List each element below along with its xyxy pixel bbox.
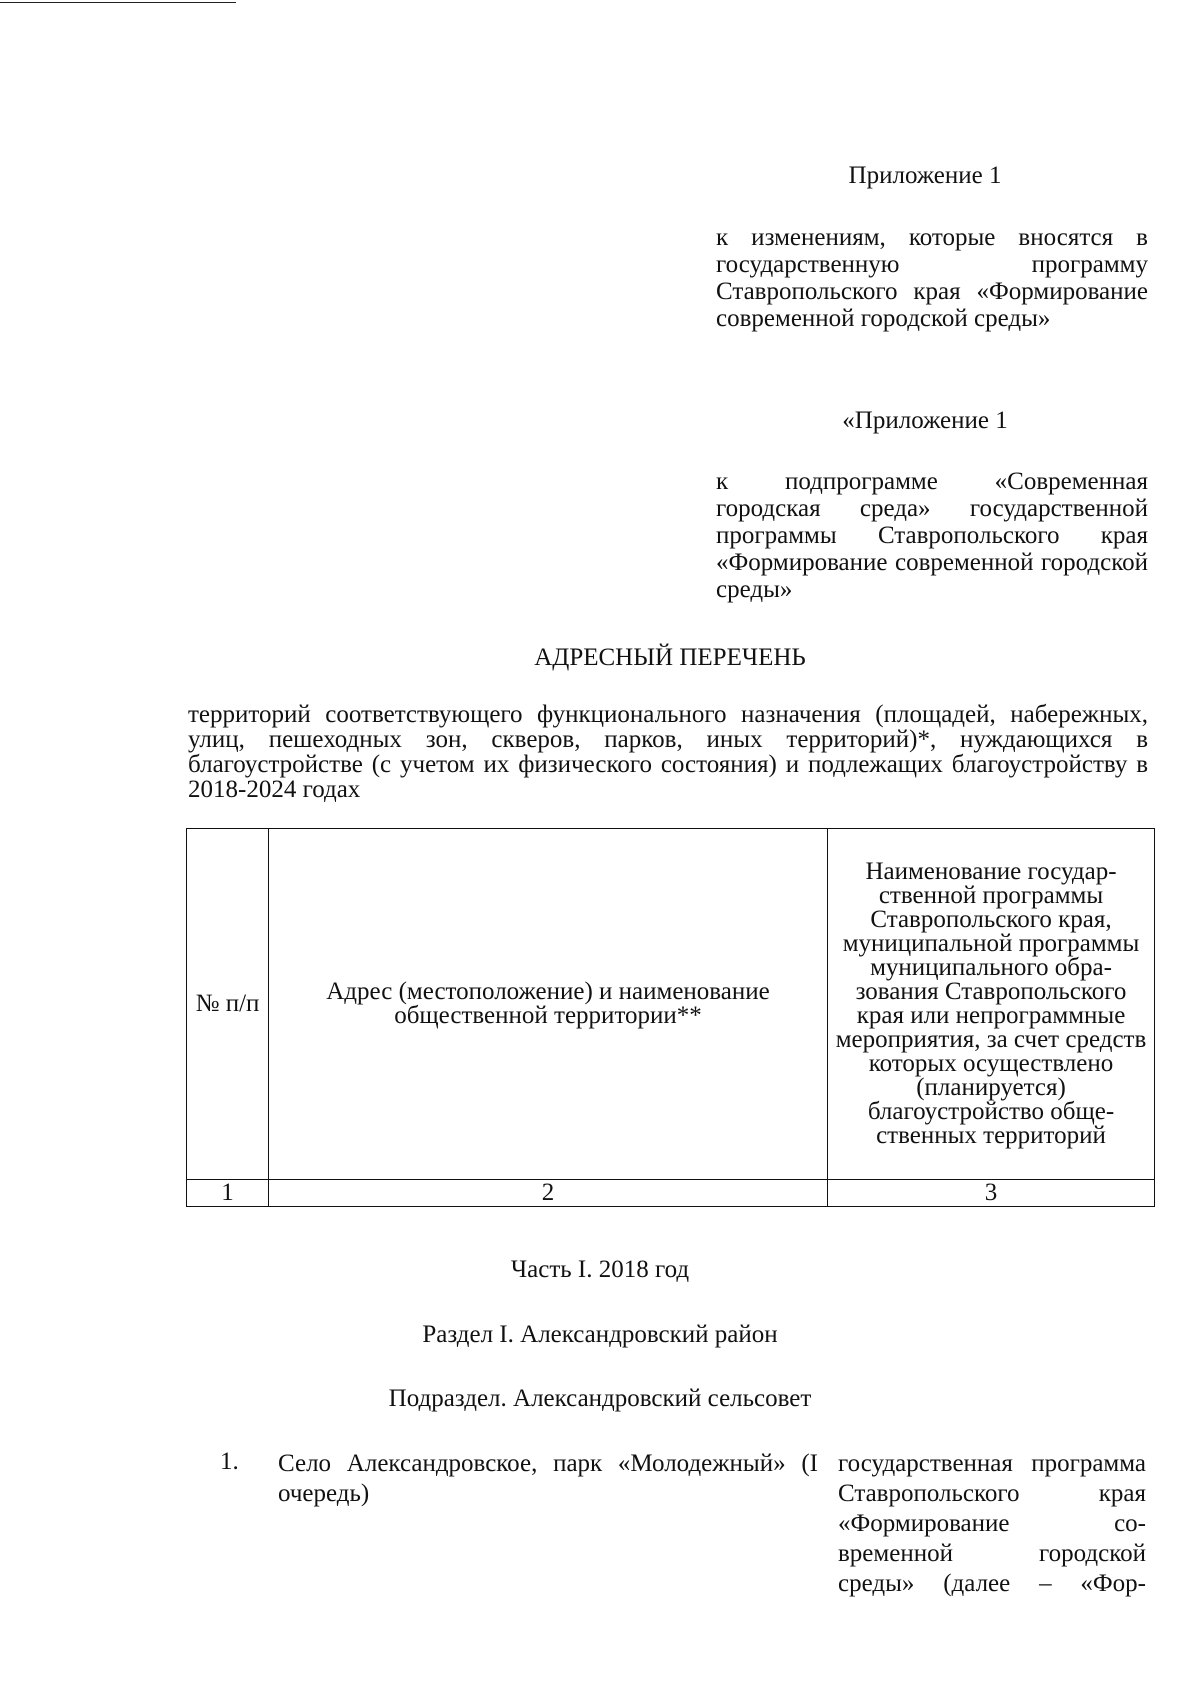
top-rule bbox=[0, 2, 236, 3]
sub-appendix-label: «Приложение 1 bbox=[842, 407, 1008, 434]
entry-number: 1. bbox=[220, 1448, 239, 1475]
column-number-1: 1 bbox=[187, 1180, 269, 1207]
header-address-text: Адрес (местоположение) и наименование общественной территории** bbox=[326, 978, 770, 1029]
part-heading: Часть I. 2018 год bbox=[510, 1256, 690, 1283]
entry-address: Село Александровское, парк «Молодежный» (I очередь) bbox=[278, 1450, 818, 1507]
header-program-text: Наименование государственной программы Ставропольского края, муниципальной программы муниципального образования Ставропольского края или непрограммные мероприятия, за счет средств которых осуществлено (планируется) благоустройство общественных территорий bbox=[835, 858, 1147, 1149]
document-title: АДРЕСНЫЙ ПЕРЕЧЕНЬ bbox=[534, 644, 806, 671]
document-description: территорий соответствующего функционального назначения (площадей, набережных, улиц, пешеходных зон, скверов, парков, иных территорий)*, нуждающихся в благоустройстве (с учетом их физического состояния) и подлежащих благоустройству в 2018-2024 годах bbox=[188, 701, 1148, 803]
entry-program: государственная программа Ставропольского края «Формирование современной городской среды» (далее – «Фор- bbox=[838, 1450, 1146, 1597]
header-number-text: № п/п bbox=[195, 990, 260, 1017]
section-heading: Раздел I. Александровский район bbox=[422, 1321, 778, 1348]
address-table bbox=[186, 828, 1155, 1207]
column-number-2: 2 bbox=[269, 1180, 828, 1207]
sub-appendix-text: к подпрограмме «Современная городская среда» государственной программы Ставропольского края «Формирование современной городской среды» bbox=[716, 468, 1148, 603]
appendix-text: к изменениям, которые вносятся в государственную программу Ставропольского края «Формирование современной городской среды» bbox=[716, 224, 1148, 332]
header-program bbox=[828, 829, 1155, 1180]
appendix-label: Приложение 1 bbox=[848, 162, 1002, 189]
table-column-number-row bbox=[187, 1180, 1155, 1207]
column-number-3: 3 bbox=[828, 1180, 1155, 1207]
header-address bbox=[269, 829, 828, 1180]
table-header-row bbox=[187, 829, 1155, 1180]
subsection-heading: Подраздел. Александровский сельсовет bbox=[388, 1385, 812, 1412]
header-number bbox=[187, 829, 269, 1180]
